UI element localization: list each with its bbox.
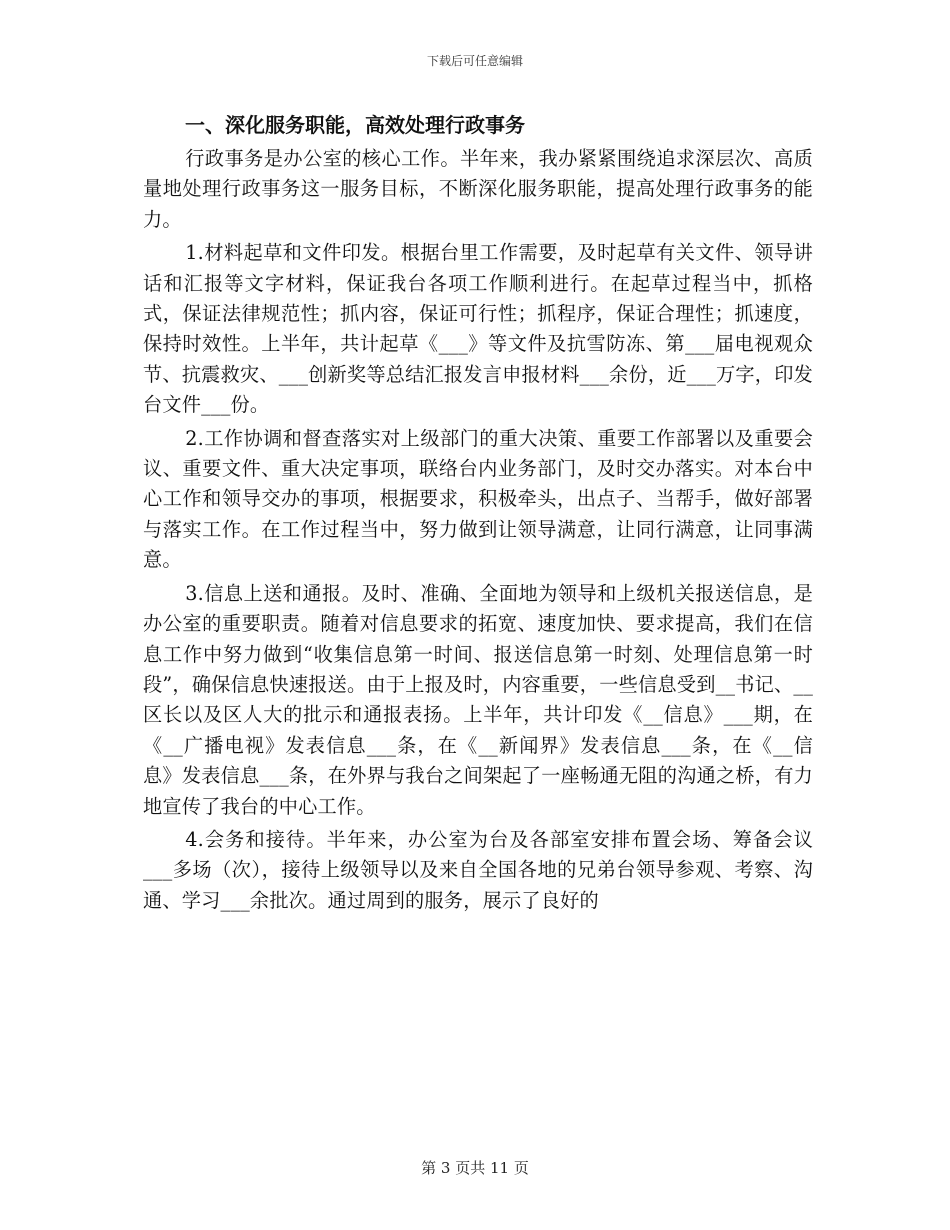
paragraph-reception: 4.会务和接待。半年来，办公室为台及各部室安排布置会场、筹备会议___多场（次），接待上级领导以及来自全国各地的兄弟台领导参观、考察、沟通、学习___余批次。通过周到的服务，展示了良好的	[143, 827, 813, 912]
document-body	[143, 110, 813, 916]
paragraph-information: 3.信息上送和通报。及时、准确、全面地为领导和上级机关报送信息，是办公室的重要职责。随着对信息要求的拓宽、速度加快、要求提高，我们在信息工作中努力做到“收集信息第一时间、报送信息第一时刻、处理信息第一时段”，确保信息快速报送。由于上报及时，内容重要，一些信息受到__书记、__区长以及区人大的批示和通报表扬。上半年，共计印发《__信息》___期，在《__广播电视》发表信息___条，在《__新闻界》发表信息___条，在《__信息》发表信息___条，在外界与我台之间架起了一座畅通无阻的沟通之桥，有力地宣传了我台的中心工作。	[143, 581, 813, 818]
paragraph-drafting: 1.材料起草和文件印发。根据台里工作需要，及时起草有关文件、领导讲话和汇报等文字材料，保证我台各项工作顺利进行。在起草过程当中，抓格式，保证法律规范性；抓内容，保证可行性；抓程序，保证合理性；抓速度，保持时效性。上半年，共计起草《___》等文件及抗雪防冻、第___届电视观众节、抗震救灾、___创新奖等总结汇报发言申报材料___余份，近___万字，印发台文件___份。	[143, 241, 813, 417]
page-header: 下载后可任意编辑	[426, 54, 523, 68]
section-heading: 一、深化服务职能，高效处理行政事务	[185, 113, 525, 137]
paragraph-coordination: 2.工作协调和督查落实对上级部门的重大决策、重要工作部署以及重要会议、重要文件、重大决定事项，联络台内业务部门，及时交办落实。对本台中心工作和领导交办的事项，根据要求，积极牵头，出点子、当帮手，做好部署与落实工作。在工作过程当中，努力做到让领导满意，让同行满意，让同事满意。	[143, 426, 813, 572]
paragraph-intro: 行政事务是办公室的核心工作。半年来，我办紧紧围绕追求深层次、高质量地处理行政事务这一服务目标，不断深化服务职能，提高处理行政事务的能力。	[143, 147, 813, 231]
page-number: 第 3 页共 11 页	[421, 1159, 529, 1177]
